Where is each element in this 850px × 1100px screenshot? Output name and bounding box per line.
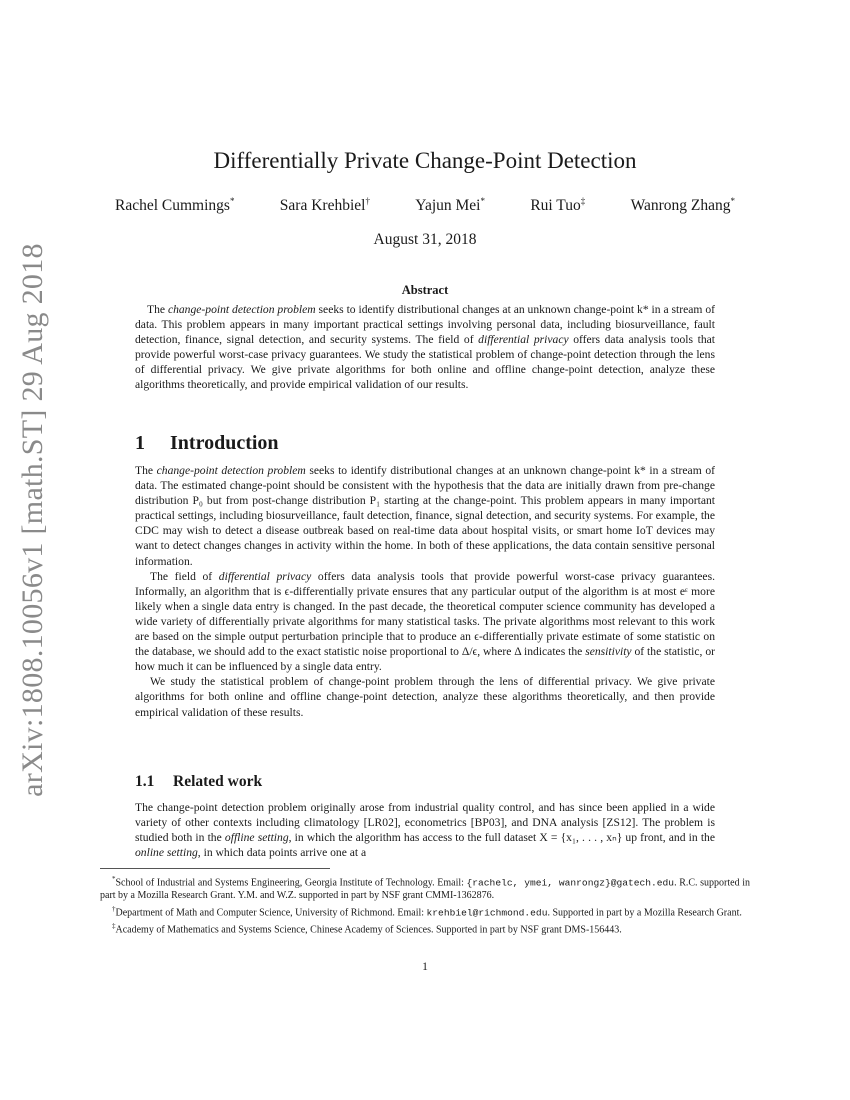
author: Yajun Mei* [415, 196, 485, 215]
email-link[interactable]: krehbiel@richmond.edu [426, 907, 548, 919]
section-heading-introduction: 1 Introduction [135, 432, 279, 454]
footnote: ‡Academy of Mathematics and Systems Science, Chinese Academy of Sciences. Supported in part by NSF grant DMS-156443. [112, 922, 622, 936]
subsection-heading-related-work: 1.1 Related work [135, 773, 263, 790]
author: Rui Tuo‡ [530, 196, 586, 215]
author: Wanrong Zhang* [630, 196, 735, 215]
email-link[interactable]: {rachelc, ymei, wanrongz}@gatech.edu [466, 877, 675, 889]
author-list [115, 196, 735, 215]
footnote-divider [100, 868, 330, 869]
page-number: 1 [422, 960, 428, 973]
abstract-heading: Abstract [401, 283, 449, 297]
abstract-body: The change-point detection problem seeks to identify distributional changes at an unknown change-point k* in a stream of data. This problem appears in many important practical settings involving personal data, including biosurveillance, fault detection, finance, signal detection, and security systems. The field of differential privacy offers data analysis tools that provide powerful worst-case privacy guarantees. We study the statistical problem of change-point detection through the lens of differential privacy. We give private algorithms for both online and offline change-point detection, analyze these algorithms theoretically, and provide empirical validation of our results. [135, 303, 715, 392]
footnotes [100, 873, 750, 937]
paragraph: The field of differential privacy offers data analysis tools that provide powerful worst-case privacy guarantees. Informally, an algorithm that is ϵ-differentially private ensures that any particular output of the algorithm is at most eᵋ more likely when a single data entry is changed. In the past decade, the theoretical computer science community has developed a wide variety of differentially private algorithms for many statistical tasks. The private algorithms most relevant to this work are based on the simple output perturbation principle that to produce an ϵ-differentially private estimate of some statistic on the database, we should add to the exact statistic noise proportional to Δ/ϵ, where Δ indicates the sensitivity of the statistic, or how much it can be influenced by a single data entry. [135, 569, 716, 674]
paper-title: Differentially Private Change-Point Detection [213, 148, 637, 173]
publication-date: August 31, 2018 [373, 231, 477, 248]
paragraph: We study the statistical problem of change-point problem through the lens of differential privacy. We give private algorithms for both online and offline change-point detection, analyze these algorithms theoretically, and then provide empirical validation of these results. [135, 675, 715, 719]
related-work-body [135, 800, 715, 860]
author: Sara Krehbiel† [279, 196, 370, 215]
paragraph: The change-point detection problem seeks to identify distributional changes at an unknown change-point k* in a stream of data. The estimated change-point should be consistent with the hypothesis that the data are initially drawn from pre-change distribution P₀ but from post-change distribution P₁ starting at the change-point. This problem appears in many important practical settings, including biosurveillance, fault detection, finance, signal detection, and security systems. For example, the CDC may wish to detect a disease outbreak based on real-time data about hospital visits, or smart home IoT devices may want to detect changes changes in activity within the home. In both of these applications, the data contain sensitive personal information. [135, 464, 715, 568]
arxiv-identifier-stamp [8, 243, 58, 797]
footnote: †Department of Math and Computer Science, University of Richmond. Email: krehbiel@richmond.edu. Supported in part by a Mozilla Research Grant. [112, 904, 742, 919]
author: Rachel Cummings* [115, 196, 235, 215]
introduction-body [135, 463, 715, 720]
footnote: *School of Industrial and Systems Engineering, Georgia Institute of Technology. Email: {rachelc, ymei, wanrongz}@gatech.edu. R.C. supported in part by a Mozilla Research Grant. Y.M. and W.Z. supported in part by NSF grant CMMI-1362876. [100, 875, 751, 902]
arxiv-identifier-text: arXiv:1808.10056v1 [math.ST] 29 Aug 2018 [16, 243, 50, 797]
paragraph: The change-point detection problem originally arose from industrial quality control, and has since been applied in a wide variety of other contexts including climatology [LR02], econometrics [BP03], and DNA analysis [ZS12]. The problem is studied both in the offline setting, in which the algorithm has access to the full dataset X = {x₁, . . . , xₙ} up front, and in the online setting, in which data points arrive one at a [135, 801, 715, 860]
